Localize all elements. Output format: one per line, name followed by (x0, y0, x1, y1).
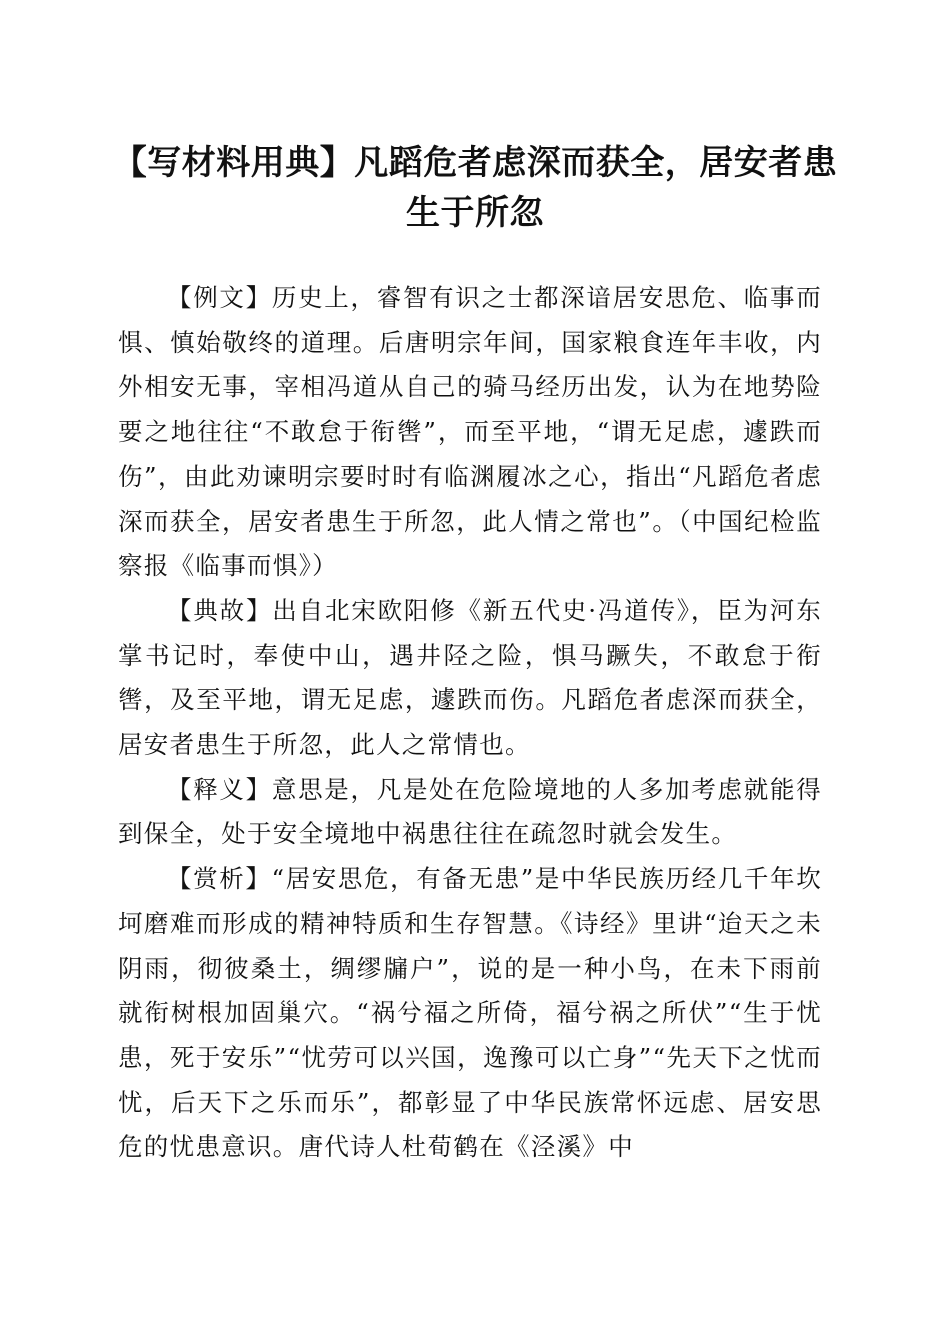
paragraph-appreciation: 【赏析】“居安思危，有备无患”是中华民族历经几千年坎坷磨难而形成的精神特质和生存智慧。《诗经》里讲“迨天之未阴雨，彻彼桑土，绸缪牖户”，说的是一种小鸟，在未下雨前就衔树根加固巢穴。“祸兮福之所倚，福兮祸之所伏”“生于忧患，死于安乐”“忧劳可以兴国，逸豫可以亡身”“先天下之忧而忧，后天下之乐而乐”，都彰显了中华民族常怀远虑、居安思危的忧患意识。唐代诗人杜荀鹤在《泾溪》中 (118, 864, 822, 1162)
paragraph-example: 【例文】历史上，睿智有识之士都深谙居安思危、临事而惧、慎始敬终的道理。后唐明宗年间，国家粮食连年丰收，内外相安无事，宰相冯道从自己的骑马经历出发，认为在地势险要之地往往“不敢怠于衔辔”，而至平地，“谓无足虑，遽跌而伤”，由此劝谏明宗要时时有临渊履冰之心，指出“凡蹈危者虑深而获全，居安者患生于所忽，此人情之常也”。（中国纪检监察报《临事而惧》） (118, 283, 822, 581)
document-body (118, 276, 822, 1170)
paragraph-meaning: 【释义】意思是，凡是处在危险境地的人多加考虑就能得到保全，处于安全境地中祸患往往在疏忽时就会发生。 (118, 774, 822, 849)
document-title: 【写材料用典】凡蹈危者虑深而获全，居安者患生于所忽 (112, 143, 838, 233)
paragraph-allusion: 【典故】出自北宋欧阳修《新五代史·冯道传》，臣为河东掌书记时，奉使中山，遇井陉之险，惧马蹶失，不敢怠于衔辔，及至平地，谓无足虑，遽跌而伤。凡蹈危者虑深而获全，居安者患生于所忽，此人之常情也。 (118, 595, 822, 760)
